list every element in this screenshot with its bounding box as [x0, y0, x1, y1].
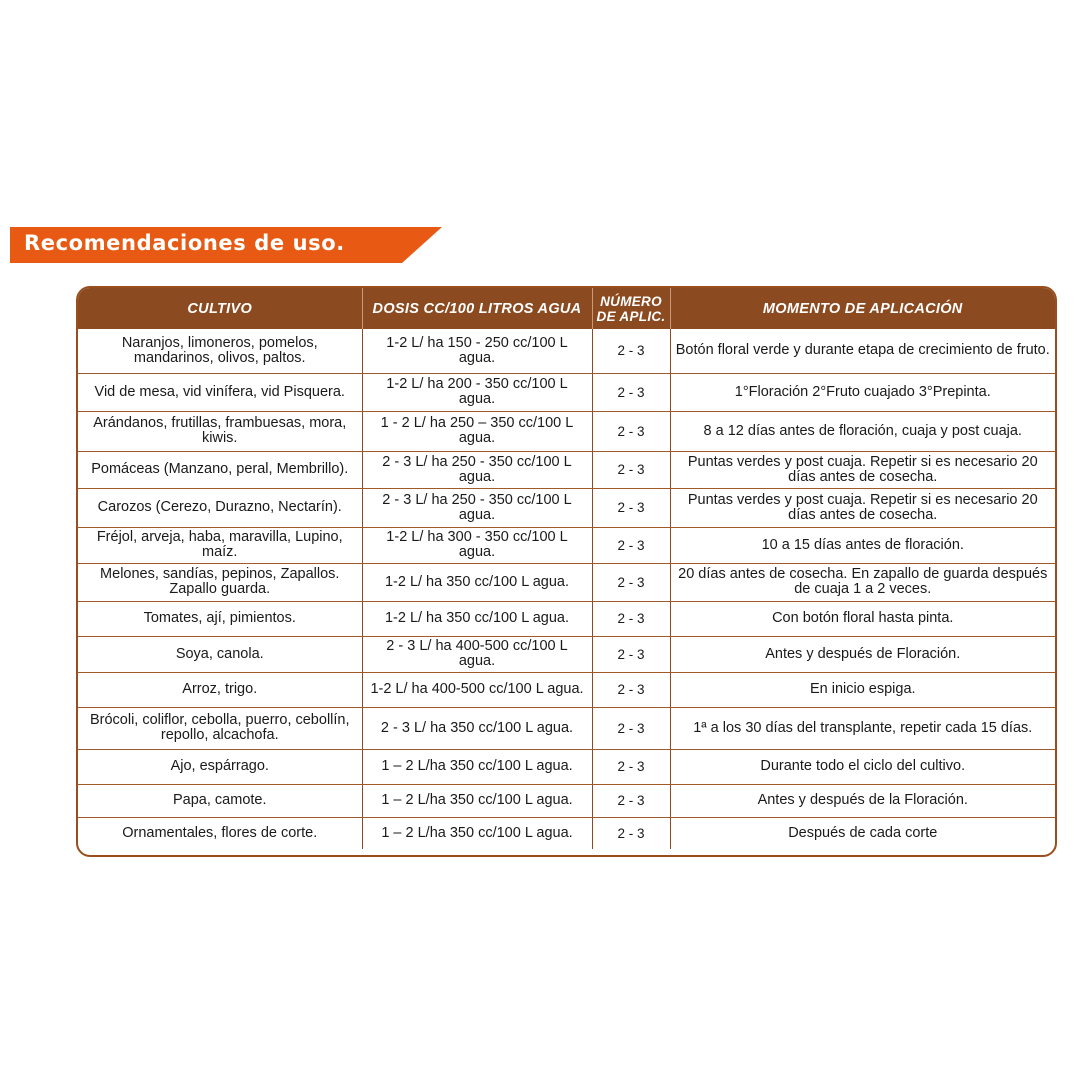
cell-cultivo: Vid de mesa, vid vinífera, vid Pisquera.	[78, 373, 362, 411]
cell-cultivo: Soya, canola.	[78, 636, 362, 672]
table-row	[78, 563, 1055, 601]
cell-dosis: 2 - 3 L/ ha 350 cc/100 L agua.	[362, 707, 592, 749]
section-title: Recomendaciones de uso.	[24, 231, 345, 255]
cell-dosis: 1-2 L/ ha 300 - 350 cc/100 L agua.	[362, 527, 592, 563]
table-row	[78, 411, 1055, 451]
cell-num: 2 - 3	[592, 527, 670, 563]
cell-momento: Puntas verdes y post cuaja. Repetir si es necesario 20 días antes de cosecha.	[670, 488, 1055, 527]
cell-num: 2 - 3	[592, 488, 670, 527]
cell-dosis: 2 - 3 L/ ha 400-500 cc/100 L agua.	[362, 636, 592, 672]
table-body	[78, 329, 1055, 849]
cell-cultivo: Ornamentales, flores de corte.	[78, 817, 362, 849]
cell-num: 2 - 3	[592, 636, 670, 672]
cell-dosis: 1-2 L/ ha 350 cc/100 L agua.	[362, 601, 592, 636]
cell-cultivo: Arándanos, frutillas, frambuesas, mora, kiwis.	[78, 411, 362, 451]
header-numero-aplic: NÚMERO DE APLIC.	[592, 288, 670, 329]
cell-dosis: 2 - 3 L/ ha 250 - 350 cc/100 L agua.	[362, 488, 592, 527]
cell-momento: Después de cada corte	[788, 824, 938, 841]
cell-num: 2 - 3	[592, 817, 670, 849]
cell-momento: 10 a 15 días antes de floración.	[670, 527, 1055, 563]
table-row	[78, 817, 1055, 849]
table-row	[78, 749, 1055, 784]
cell-num: 2 - 3	[592, 601, 670, 636]
table-row	[78, 451, 1055, 488]
cell-cultivo: Papa, camote.	[78, 784, 362, 817]
section-banner	[10, 227, 442, 263]
table-header-row	[78, 288, 1055, 329]
cell-dosis: 1-2 L/ ha 400-500 cc/100 L agua.	[362, 672, 592, 707]
cell-dosis: 1 – 2 L/ha 350 cc/100 L agua.	[362, 817, 592, 849]
table-row	[78, 601, 1055, 636]
cell-dosis: 1-2 L/ ha 150 - 250 cc/100 L agua.	[362, 329, 592, 373]
cell-momento: Durante todo el ciclo del cultivo.	[670, 749, 1055, 784]
cell-num: 2 - 3	[592, 451, 670, 488]
cell-cultivo: Fréjol, arveja, haba, maravilla, Lupino, maíz.	[78, 527, 362, 563]
cell-dosis: 1 – 2 L/ha 350 cc/100 L agua.	[362, 784, 592, 817]
cell-momento: Antes y después de Floración.	[670, 636, 1055, 672]
cell-momento: Antes y después de la Floración.	[670, 784, 1055, 817]
cell-cultivo: Tomates, ají, pimientos.	[78, 601, 362, 636]
cell-num: 2 - 3	[592, 707, 670, 749]
cell-num: 2 - 3	[592, 373, 670, 411]
cell-cultivo: Pomáceas (Manzano, peral, Membrillo).	[78, 451, 362, 488]
cell-dosis: 1-2 L/ ha 200 - 350 cc/100 L agua.	[362, 373, 592, 411]
cell-num: 2 - 3	[592, 411, 670, 451]
cell-cultivo: Melones, sandías, pepinos, Zapallos. Zapallo guarda.	[78, 563, 362, 601]
cell-dosis: 1 - 2 L/ ha 250 – 350 cc/100 L agua.	[362, 411, 592, 451]
recommendations-table-container	[76, 286, 1057, 857]
cell-cultivo: Naranjos, limoneros, pomelos, mandarinos, olivos, paltos.	[78, 329, 362, 373]
cell-momento: En inicio espiga.	[670, 672, 1055, 707]
table-row	[78, 636, 1055, 672]
table-row	[78, 527, 1055, 563]
cell-momento: 1ª a los 30 días del transplante, repetir cada 15 días.	[670, 707, 1055, 749]
header-dosis: DOSIS CC/100 LITROS AGUA	[362, 288, 592, 329]
cell-num: 2 - 3	[592, 784, 670, 817]
cell-cultivo: Brócoli, coliflor, cebolla, puerro, cebollín, repollo, alcachofa.	[78, 707, 362, 749]
table-row	[78, 329, 1055, 373]
table-row	[78, 707, 1055, 749]
cell-cultivo: Arroz, trigo.	[78, 672, 362, 707]
cell-momento: 20 días antes de cosecha. En zapallo de guarda después de cuaja 1 a 2 veces.	[670, 563, 1055, 601]
cell-momento: Puntas verdes y post cuaja. Repetir si es necesario 20 días antes de cosecha.	[670, 451, 1055, 488]
cell-cultivo: Carozos (Cerezo, Durazno, Nectarín).	[78, 488, 362, 527]
cell-momento: 8 a 12 días antes de floración, cuaja y post cuaja.	[670, 411, 1055, 451]
cell-num: 2 - 3	[592, 672, 670, 707]
cell-num: 2 - 3	[592, 563, 670, 601]
cell-momento: Con botón floral hasta pinta.	[670, 601, 1055, 636]
table-row	[78, 784, 1055, 817]
cell-dosis: 1-2 L/ ha 350 cc/100 L agua.	[362, 563, 592, 601]
table-row	[78, 373, 1055, 411]
cell-dosis: 2 - 3 L/ ha 250 - 350 cc/100 L agua.	[362, 451, 592, 488]
table-row	[78, 488, 1055, 527]
table-row	[78, 672, 1055, 707]
cell-num: 2 - 3	[592, 749, 670, 784]
header-momento: MOMENTO DE APLICACIÓN	[670, 288, 1055, 329]
header-cultivo: CULTIVO	[78, 288, 362, 329]
cell-momento: 1°Floración 2°Fruto cuajado 3°Prepinta.	[670, 373, 1055, 411]
cell-num: 2 - 3	[592, 329, 670, 373]
recommendations-table	[78, 288, 1055, 849]
cell-cultivo: Ajo, espárrago.	[78, 749, 362, 784]
cell-dosis: 1 – 2 L/ha 350 cc/100 L agua.	[362, 749, 592, 784]
cell-momento: Botón floral verde y durante etapa de crecimiento de fruto.	[670, 329, 1055, 373]
